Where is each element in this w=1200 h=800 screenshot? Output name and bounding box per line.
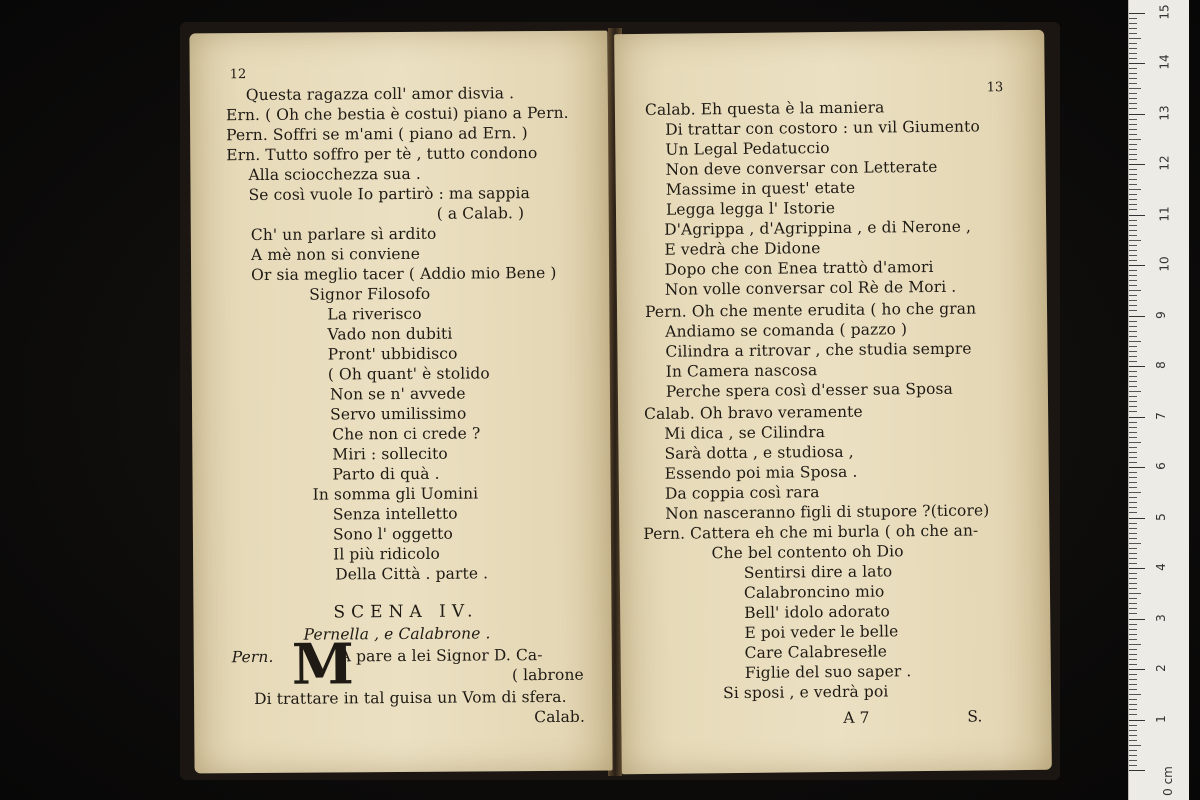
ruler-tick	[1129, 341, 1141, 342]
ruler-tick	[1129, 139, 1141, 140]
ruler-tick	[1129, 679, 1137, 680]
ruler-tick	[1129, 220, 1137, 221]
left-page	[189, 31, 612, 774]
ruler-tick	[1129, 588, 1137, 589]
ruler-tick	[1129, 159, 1137, 160]
text-line: Non nasceranno figli di stupore ?(ticore)	[665, 501, 990, 523]
ruler-tick	[1129, 23, 1137, 24]
text-line: Ern. ( Oh che bestia è costui) piano a Pern.	[225, 103, 569, 125]
ruler-tick	[1129, 760, 1137, 761]
right-page	[614, 30, 1052, 774]
ruler-tick	[1129, 98, 1137, 99]
ruler-tick	[1129, 553, 1137, 554]
ruler-tick	[1129, 593, 1141, 594]
ruler-tick	[1129, 396, 1137, 397]
ruler-tick	[1129, 346, 1137, 347]
ruler-tick	[1129, 285, 1137, 286]
ruler-tick	[1129, 401, 1137, 402]
text-line: In somma gli Uomini	[312, 484, 479, 504]
ruler-number: 11	[1157, 205, 1172, 222]
text-line: Miri : sollecito	[332, 444, 448, 464]
ruler-tick	[1129, 523, 1137, 524]
ruler-tick	[1129, 114, 1145, 115]
ruler-tick	[1129, 533, 1137, 534]
text-line: Della Città . parte .	[335, 564, 489, 584]
ruler-tick	[1129, 326, 1137, 327]
ruler-tick	[1129, 58, 1137, 59]
text-line: Un Legal Pedatuccio	[665, 139, 830, 159]
ruler-tick	[1129, 189, 1141, 190]
ruler-tick	[1129, 613, 1137, 614]
text-line: Signor Filosofo	[309, 284, 431, 304]
ruler-tick	[1129, 169, 1137, 170]
ruler-tick	[1129, 406, 1137, 407]
ruler-tick	[1129, 411, 1137, 412]
ruler-tick	[1129, 563, 1137, 564]
ruler-tick	[1129, 664, 1137, 665]
ruler-tick	[1129, 427, 1137, 428]
text-line: ( labrone	[511, 665, 584, 685]
ruler-tick	[1129, 386, 1137, 387]
ruler-tick	[1129, 73, 1137, 74]
ruler-tick	[1129, 447, 1137, 448]
ruler-tick	[1129, 745, 1141, 746]
ruler-tick	[1129, 457, 1137, 458]
ruler-tick	[1129, 53, 1137, 54]
ruler-tick	[1129, 735, 1137, 736]
ruler-tick	[1129, 305, 1137, 306]
ruler-tick	[1129, 452, 1137, 453]
ruler-tick	[1129, 43, 1137, 44]
text-line: Sarà dotta , e studiosa ,	[664, 442, 854, 463]
text-line: Il più ridicolo	[333, 544, 440, 564]
text-line: Non volle conversar col Rè de Mori .	[664, 277, 957, 299]
ruler-tick	[1129, 608, 1137, 609]
ruler-tick	[1129, 518, 1145, 519]
ruler-tick	[1129, 624, 1137, 625]
ruler-tick	[1129, 13, 1145, 14]
ruler-tick	[1129, 694, 1141, 695]
ruler-tick	[1129, 543, 1141, 544]
ruler-tick	[1129, 209, 1137, 210]
ruler-tick	[1129, 629, 1137, 630]
ruler-tick	[1129, 129, 1137, 130]
catchword: S.	[967, 707, 983, 726]
ruler-tick	[1129, 103, 1137, 104]
ruler-tick	[1129, 507, 1137, 508]
ruler-tick	[1129, 714, 1137, 715]
ruler-tick	[1129, 356, 1137, 357]
ruler-tick	[1129, 184, 1137, 185]
text-line: D'Agrippa , d'Agrippina , e di Nerone ,	[664, 217, 972, 239]
ruler-number: 8	[1153, 361, 1168, 369]
ruler-tick	[1129, 720, 1145, 721]
ruler-tick	[1129, 704, 1137, 705]
ruler-tick	[1129, 366, 1145, 367]
ruler-tick	[1129, 240, 1141, 241]
ruler-tick	[1129, 482, 1137, 483]
ruler-tick	[1129, 583, 1137, 584]
text-line: Pront' ubbidisco	[327, 344, 458, 364]
speaker-label: Pern.	[231, 647, 274, 667]
text-line: Di trattare in tal guisa un Vom di sfera.	[254, 687, 567, 709]
text-line: ( Oh quant' è stolido	[327, 364, 490, 384]
ruler-tick	[1129, 280, 1137, 281]
text-line: Ern. Tutto soffro per tè , tutto condono	[226, 144, 538, 165]
ruler-number: 10	[1157, 256, 1172, 272]
ruler-tick	[1129, 422, 1137, 423]
text-line: A pare a lei Signor D. Ca-	[339, 646, 543, 666]
ruler-number: 5	[1153, 512, 1168, 521]
ruler-tick	[1129, 649, 1137, 650]
text-line: A mè non si conviene	[250, 244, 421, 265]
ruler-tick	[1129, 174, 1137, 175]
drop-cap: M	[291, 631, 355, 698]
ruler-tick	[1129, 492, 1141, 493]
text-line: Calab. Eh questa è la maniera	[644, 98, 885, 119]
text-line: Che bel contento oh Dio	[711, 542, 904, 563]
text-line: Non deve conversar con Letterate	[665, 157, 938, 179]
ruler-number: 4	[1153, 563, 1168, 571]
text-line: Dopo che con Enea trattò d'amori	[664, 257, 934, 279]
ruler-tick	[1129, 639, 1137, 640]
ruler-number: 1	[1153, 714, 1168, 723]
ruler-tick	[1129, 290, 1141, 291]
text-line: Andiamo se comanda ( pazzo )	[665, 320, 908, 341]
ruler-tick	[1129, 558, 1137, 559]
ruler-tick	[1129, 230, 1137, 231]
text-line: Che non ci crede ?	[332, 424, 481, 444]
text-line: Figlie del suo saper .	[744, 662, 912, 682]
ruler-tick	[1129, 204, 1137, 205]
text-line: Sentirsi dire a lato	[743, 562, 893, 582]
ruler-tick	[1129, 381, 1137, 382]
text-line: Mi dica , se Cilindra	[664, 423, 826, 443]
ruler-tick	[1129, 391, 1141, 392]
ruler-tick	[1129, 755, 1137, 756]
ruler-tick	[1129, 654, 1137, 655]
ruler-tick	[1129, 119, 1137, 120]
ruler-tick	[1129, 603, 1137, 604]
ruler-tick	[1129, 68, 1137, 69]
scene-subheading: Pernella , e Calabrone .	[303, 624, 491, 644]
ruler-tick	[1129, 225, 1137, 226]
text-line: Pern. Cattera eh che mi burla ( oh che an-	[643, 521, 979, 543]
ruler-tick	[1129, 730, 1137, 731]
ruler-tick	[1129, 124, 1137, 125]
ruler-tick	[1129, 255, 1137, 256]
ruler-tick	[1129, 644, 1141, 645]
ruler-tick	[1129, 669, 1145, 670]
ruler-tick	[1129, 215, 1145, 216]
ruler-number: 6	[1153, 462, 1168, 470]
text-line: Massime in quest' etate	[665, 178, 856, 199]
text-line: Di trattar con costoro : un vil Giumento	[665, 117, 980, 139]
ruler-tick	[1129, 740, 1137, 741]
text-line: Cilindra a ritrovar , che studia sempre	[665, 339, 972, 361]
ruler-number: 7	[1153, 411, 1168, 420]
ruler-tick	[1129, 462, 1137, 463]
ruler-number: 9	[1153, 310, 1168, 319]
ruler-tick	[1129, 598, 1137, 599]
ruler-tick	[1129, 154, 1137, 155]
ruler-tick	[1129, 477, 1137, 478]
text-line: Legga legga l' Istorie	[665, 198, 836, 219]
ruler-tick	[1129, 750, 1137, 751]
ruler-tick	[1129, 573, 1137, 574]
ruler-tick	[1129, 164, 1145, 165]
ruler-tick	[1129, 63, 1145, 64]
ruler-tick	[1129, 568, 1145, 569]
text-line: Essendo poi mia Sposa .	[664, 462, 858, 483]
ruler-tick	[1129, 265, 1145, 266]
ruler-tick	[1129, 351, 1137, 352]
text-line: Non se n' avvede	[329, 384, 466, 404]
ruler-tick	[1129, 371, 1137, 372]
ruler-tick	[1129, 472, 1137, 473]
text-line: Servo umilissimo	[330, 404, 467, 424]
ruler-tick	[1129, 765, 1137, 766]
ruler-number: 15	[1157, 3, 1172, 20]
left-page-number: 12	[229, 67, 247, 83]
ruler-number: 2	[1153, 664, 1168, 672]
ruler-tick	[1129, 48, 1137, 49]
ruler-tick	[1129, 275, 1137, 276]
text-line: Care Calabresełle	[744, 642, 888, 662]
measurement-ruler	[1128, 0, 1189, 800]
ruler-tick	[1129, 295, 1137, 296]
ruler-tick	[1129, 548, 1137, 549]
ruler-number: 3	[1153, 613, 1168, 622]
text-line: Vado non dubiti	[327, 324, 453, 344]
ruler-tick	[1129, 432, 1137, 433]
ruler-tick	[1129, 578, 1137, 579]
text-line: Sono l' oggetto	[332, 524, 453, 544]
ruler-tick	[1129, 699, 1137, 700]
ruler-unit-label: 0 cm	[1160, 766, 1175, 796]
text-line: Or sia meglio tacer ( Addio mio Bene )	[251, 263, 557, 285]
text-line: In Camera nascosa	[665, 361, 818, 381]
ruler-tick	[1129, 245, 1137, 246]
ruler-tick	[1129, 260, 1137, 261]
signature-mark: A 7	[843, 708, 870, 727]
ruler-tick	[1129, 316, 1145, 317]
text-line: Alla sciocchezza sua .	[248, 164, 421, 185]
text-line: E vedrà che Didone	[664, 239, 821, 259]
ruler-tick	[1129, 250, 1137, 251]
ruler-tick	[1129, 684, 1137, 685]
ruler-tick	[1129, 487, 1137, 488]
text-line: Calabroncino mio	[743, 582, 885, 602]
right-page-number: 13	[986, 80, 1004, 96]
ruler-tick	[1129, 634, 1137, 635]
ruler-tick	[1129, 725, 1137, 726]
text-line: E poi veder le belle	[744, 622, 899, 642]
ruler-tick	[1129, 659, 1137, 660]
ruler-tick	[1129, 108, 1137, 109]
ruler-tick	[1129, 83, 1137, 84]
ruler-tick	[1129, 18, 1137, 19]
scene-heading: SCENA IV.	[333, 601, 479, 623]
ruler-tick	[1129, 28, 1137, 29]
ruler-tick	[1129, 270, 1137, 271]
ruler-number: 12	[1157, 155, 1172, 171]
text-line: Calab.	[534, 707, 586, 727]
text-line: La riverisco	[327, 304, 422, 324]
ruler-tick	[1129, 235, 1137, 236]
ruler-tick	[1129, 38, 1141, 39]
ruler-tick	[1129, 417, 1145, 418]
ruler-tick	[1129, 144, 1137, 145]
ruler-tick	[1129, 78, 1137, 79]
ruler-tick	[1129, 467, 1145, 468]
ruler-tick	[1129, 512, 1137, 513]
ruler-tick	[1129, 376, 1137, 377]
ruler-tick	[1129, 442, 1141, 443]
ruler-tick	[1129, 310, 1137, 311]
ruler-tick	[1129, 194, 1137, 195]
ruler-tick	[1129, 689, 1137, 690]
ruler-tick	[1129, 199, 1137, 200]
ruler-tick	[1129, 88, 1141, 89]
text-line: Calab. Oh bravo veramente	[644, 402, 863, 423]
text-line: Questa ragazza coll' amor disvia .	[245, 84, 515, 105]
text-line: Si sposi , e vedrà poi	[722, 682, 889, 703]
ruler-tick	[1129, 134, 1137, 135]
text-line: Ch' un parlare sì ardito	[250, 224, 437, 245]
ruler-tick	[1129, 321, 1137, 322]
text-line: Bell' idolo adorato	[744, 602, 890, 622]
text-line: Pern. Oh che mente erudita ( ho che gran	[644, 299, 977, 321]
ruler-tick	[1129, 336, 1137, 337]
open-book	[180, 22, 1060, 780]
ruler-tick	[1129, 770, 1145, 771]
text-line: Perche spera così d'esser sua Sposa	[665, 379, 953, 401]
text-line: Da coppia così rara	[664, 483, 820, 503]
ruler-tick	[1129, 93, 1137, 94]
ruler-tick	[1129, 437, 1137, 438]
ruler-number: 13	[1157, 104, 1172, 121]
text-line: Pern. Soffri se m'ami ( piano ad Ern. )	[226, 124, 528, 145]
ruler-tick	[1129, 538, 1137, 539]
ruler-number: 14	[1157, 54, 1172, 70]
text-line: Parto di quà .	[332, 464, 440, 484]
text-line: Se così vuole Io partirò : ma sappia	[248, 184, 530, 205]
ruler-tick	[1129, 502, 1137, 503]
ruler-tick	[1129, 497, 1137, 498]
ruler-tick	[1129, 33, 1137, 34]
ruler-tick	[1129, 619, 1145, 620]
ruler-tick	[1129, 300, 1137, 301]
ruler-tick	[1129, 528, 1137, 529]
ruler-tick	[1129, 361, 1137, 362]
ruler-tick	[1129, 179, 1137, 180]
text-line: ( a Calab. )	[436, 204, 525, 223]
ruler-tick	[1129, 149, 1137, 150]
ruler-tick	[1129, 709, 1137, 710]
ruler-tick	[1129, 331, 1137, 332]
ruler-tick	[1129, 674, 1137, 675]
text-line: Senza intelletto	[332, 504, 458, 524]
